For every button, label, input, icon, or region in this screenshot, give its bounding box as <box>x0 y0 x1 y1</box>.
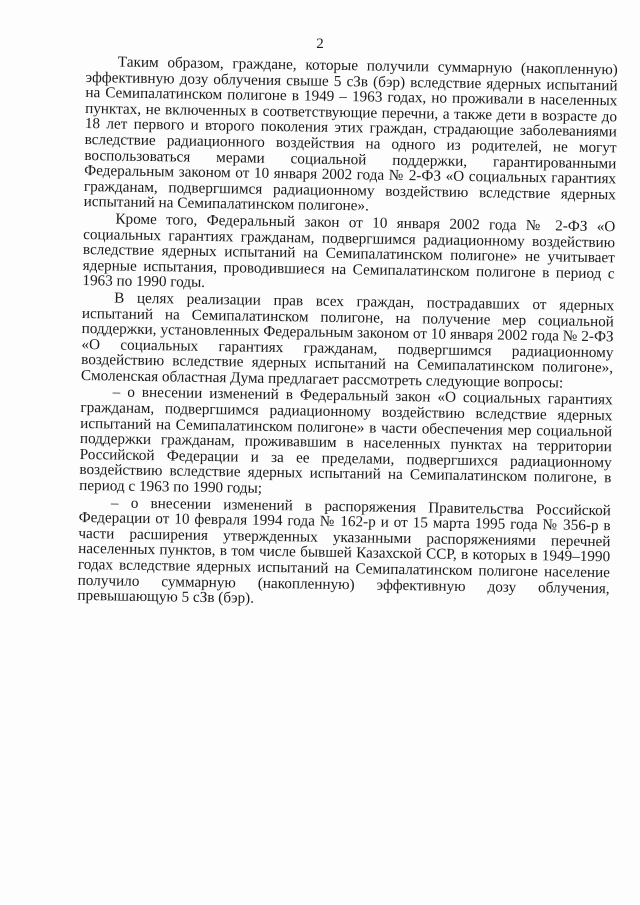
document-body <box>77 54 618 612</box>
page-number: 2 <box>316 36 324 52</box>
paragraph-consequences: Таким образом, граждане, которые получили суммарную (накопленную) эффективную дозу облучения свыше 5 сЗв (бэр) вследствие ядерных испытаний на Семипалатинском полигоне в 1949 – 1963 годах, но проживали в населенных пунктах, не включенных в соответствующие перечни, а также дети в возрасте до 18 лет первого и второго поколения этих граждан, страдающие заболеваниями вследствие радиационного воздействия на одного из родителей, не могут воспользоваться мерами социальной поддержки, гарантированными Федеральным законом от 10 января 2002 года № 2-ФЗ «О социальных гарантиях гражданам, подвергшимся радиационному воздействию вследствие ядерных испытаний на Семипалатинском полигоне». <box>83 53 618 215</box>
list-item-federal-law-amendment: – о внесении изменений в Федеральный закон «О социальных гарантиях гражданам, подвергшимся радиационному воздействию вследствие ядерных испытаний на Семипалатинском полигоне» в части обеспечения мер социальной поддержки гражданам, проживавшим в населенных пунктах на территории Российской Федерации и за ее пределами, подвергшихся радиационному воздействию вследствие ядерных испытаний на Семипалатинском полигоне, в период с 1963 по 1990 годы; <box>79 383 613 497</box>
list-item-government-orders-amendment: – о внесении изменений в распоряжения Правительства Российской Федерации от 10 февраля 1994 года № 162-р и от 15 марта 1995 года № 356-р в части расширения утвержденных указанными распоряжениями перечней населенных пунктов, в том числе бывшей Казахской ССР, в которых в 1949–1990 годах вследствие ядерных испытаний на Семипалатинском полигоне население получило суммарную (накопленную) эффективную дозу облучения, превышающую 5 сЗв (бэр). <box>77 494 612 607</box>
paragraph-proposal-intro: В целях реализации прав всех граждан, пострадавших от ядерных испытаний на Семипалатинском полигоне, на получение мер социальной поддержки, установленных Федеральным законом от 10 января 2002 года № 2-ФЗ «О социальных гарантиях гражданам, подвергшимся радиационному воздействию вследствие ядерных испытаний на Семипалатинском полигоне», Смоленская областная Дума предлагает рассмотреть следующие вопросы: <box>80 289 615 392</box>
paragraph-law-gap: Кроме того, Федеральный закон от 10 января 2002 года № 2-ФЗ «О социальных гарантиях гражданам, подвергшимся радиационному воздействию вследствие ядерных испытаний на Семипалатинском полигоне» не учитывает ядерные испытания, проводившиеся на Семипалатинском полигоне в период с 1963 по 1990 годы. <box>82 210 616 292</box>
